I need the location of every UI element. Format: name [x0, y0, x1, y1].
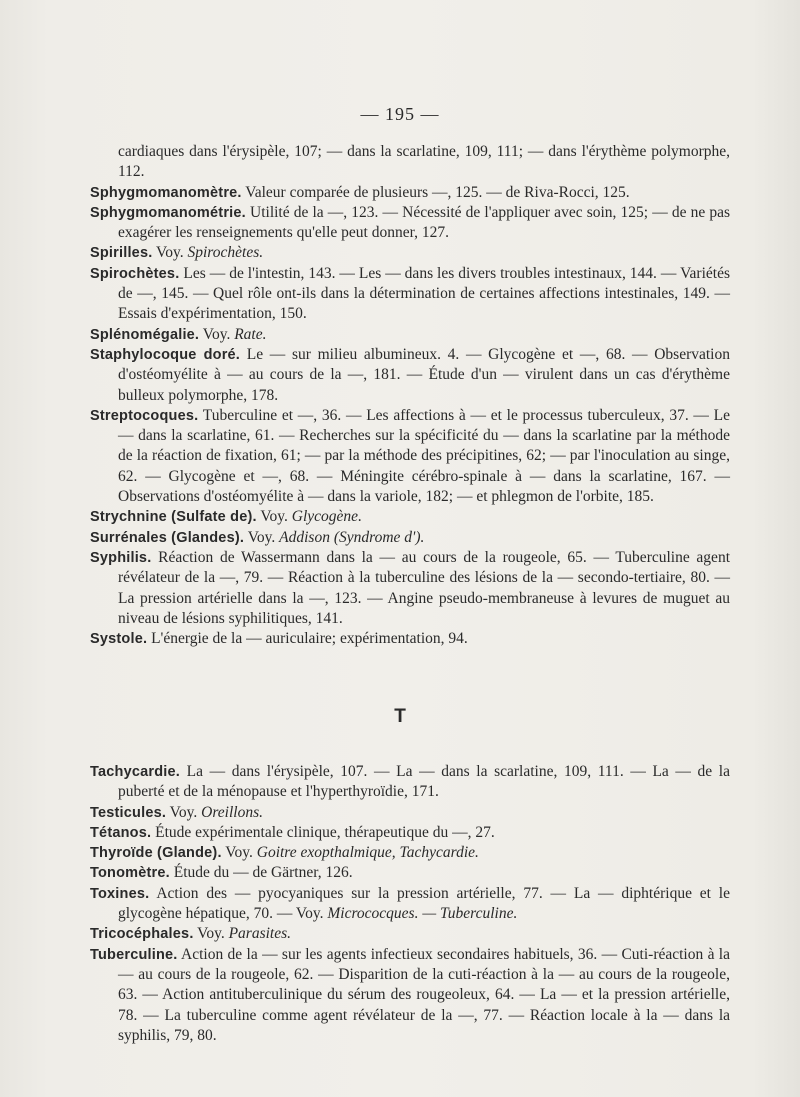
index-entry	[90, 507, 730, 527]
index-entry	[90, 528, 730, 548]
index-term: Tonomètre.	[90, 865, 170, 882]
index-entry	[90, 843, 730, 863]
index-term: Testicules.	[90, 804, 167, 821]
index-text: Voy.	[221, 844, 257, 862]
index-section-s	[90, 142, 730, 649]
index-text: Action des — pyocyaniques sur la pression artérielle, 77. — La — diphtérique et le glycogène hépatique, 70. — Voy.	[118, 884, 730, 923]
index-term: Thyroïde (Glande).	[90, 845, 222, 862]
index-entry	[90, 884, 730, 925]
index-term: Tétanos.	[90, 824, 152, 841]
index-text: Tuberculine et —, 36. — Les affections à — et le processus tuberculeux, 37. — Le — dans la scarlatine, 61. — Recherches sur la spécificité du — dans la scarlatine par la méthode de la réaction de fixation, 61; — par la méthode des précipitines, 62; — par l'inoculation au singe, 62. — Glycogène et —, 68. — Méningite cérébro-spinale à — dans la scarlatine, 167. — Observations d'ostéomyélite à — dans la variole, 182; — et phlegmon de l'orbite, 185.	[118, 406, 730, 506]
index-text: L'énergie de la — auriculaire; expérimentation, 94.	[147, 630, 468, 648]
index-entry	[90, 345, 730, 406]
index-term: Tuberculine.	[90, 946, 178, 963]
index-term: Sphygmomanomètre.	[90, 184, 242, 201]
index-term: Surrénales (Glandes).	[90, 529, 245, 546]
index-term: Tricocéphales.	[90, 926, 194, 943]
cross-reference: Rate.	[234, 325, 267, 343]
index-text: Réaction de Wassermann dans la — au cours de la rougeole, 65. — Tuberculine agent révélateur de la —, 79. — Réaction à la tuberculine des lésions de la — secondo-tertiaire, 80. — La pression artérielle dans la —, 123. — Angine pseudo-membraneuse à levures de muguet au niveau de lésions syphilitiques, 141.	[118, 548, 730, 627]
cross-reference: Micrococques. — Tuberculine.	[327, 905, 518, 923]
index-term: Syphilis.	[90, 549, 152, 566]
index-entry	[90, 629, 730, 649]
index-entry	[90, 863, 730, 883]
cross-reference: Glycogène.	[291, 508, 362, 526]
index-entry	[90, 183, 730, 203]
cross-reference: Parasites.	[228, 925, 292, 943]
index-term: Splénomégalie.	[90, 326, 200, 343]
index-text: La — dans l'érysipèle, 107. — La — dans la scarlatine, 109, 111. — La — de la puberté et de la ménopause et l'hyperthyroïdie, 171.	[118, 763, 730, 801]
index-entry	[90, 406, 730, 507]
index-text: Voy.	[166, 803, 202, 821]
index-text: Voy.	[199, 325, 235, 343]
index-term: Sphygmomanométrie.	[90, 204, 246, 221]
index-text: Le — sur milieu albumineux. 4. — Glycogène et —, 68. — Observation d'ostéomyélite à — au cours de la —, 181. — Étude d'un — virulent dans un cas d'érythème bulleux polymorphe, 178.	[118, 345, 730, 404]
index-term: Toxines.	[90, 885, 150, 902]
cross-reference: Goitre exopthalmique, Tachycardie.	[256, 844, 479, 862]
index-entry	[90, 142, 730, 183]
page-number: — 195 —	[360, 104, 440, 124]
index-entry	[90, 325, 730, 345]
index-entry	[90, 924, 730, 944]
index-text: cardiaques dans l'érysipèle, 107; — dans la scarlatine, 109, 111; — dans l'érythème polymorphe, 112.	[118, 143, 730, 181]
cross-reference: Oreillons.	[201, 803, 263, 821]
index-entry	[90, 945, 730, 1046]
index-entry	[90, 823, 730, 843]
index-text: Voy.	[244, 528, 280, 546]
index-text: Voy.	[256, 508, 292, 526]
index-entry	[90, 203, 730, 244]
cross-reference: Spirochètes.	[187, 244, 264, 262]
index-text: Action de la — sur les agents infectieux secondaires habituels, 36. — Cuti-réaction à la — au cours de la rougeole, 62. — Disparition de la cuti-réaction à la — au cours de la rougeole, 63. — Action antituberculinique du sérum des rougeoleux, 64. — La — et la pression artérielle, 78. — La tuberculine comme agent révélateur de la —, 77. — Réaction locale à la — dans la syphilis, 79, 80.	[118, 945, 730, 1044]
index-term: Tachycardie.	[90, 764, 180, 780]
section-letter: T	[394, 706, 406, 727]
index-entry	[90, 243, 730, 263]
index-text: Étude expérimentale clinique, thérapeutique du —, 27.	[151, 823, 495, 841]
index-text: Utilité de la —, 123. — Nécessité de l'appliquer avec soin, 125; — de ne pas exagérer les renseignements qu'elle peut donner, 127.	[118, 203, 730, 242]
index-entry	[90, 803, 730, 823]
index-text: Étude du — de Gärtner, 126.	[169, 864, 353, 882]
index-term: Staphylocoque doré.	[90, 346, 241, 363]
index-text: Valeur comparée de plusieurs —, 125. — de Riva-Rocci, 125.	[241, 183, 630, 201]
index-text: Voy.	[193, 925, 229, 943]
index-section-t	[90, 762, 730, 1046]
index-entry	[90, 548, 730, 629]
index-text: Voy.	[152, 244, 188, 262]
index-term: Systole.	[90, 631, 148, 648]
index-entry	[90, 264, 730, 325]
index-term: Strychnine (Sulfate de).	[90, 509, 257, 526]
index-text: Les — de l'intestin, 143. — Les — dans les divers troubles intestinaux, 144. — Variétés de —, 145. — Quel rôle ont-ils dans la détermination de certaines affections intestinales, 149. — Essais d'expérimentation, 150.	[118, 264, 730, 323]
index-term: Streptocoques.	[90, 407, 199, 424]
cross-reference: Addison (Syndrome d').	[279, 528, 425, 546]
index-term: Spirilles.	[90, 245, 153, 262]
index-term: Spirochètes.	[90, 265, 180, 282]
index-entry	[90, 762, 730, 803]
